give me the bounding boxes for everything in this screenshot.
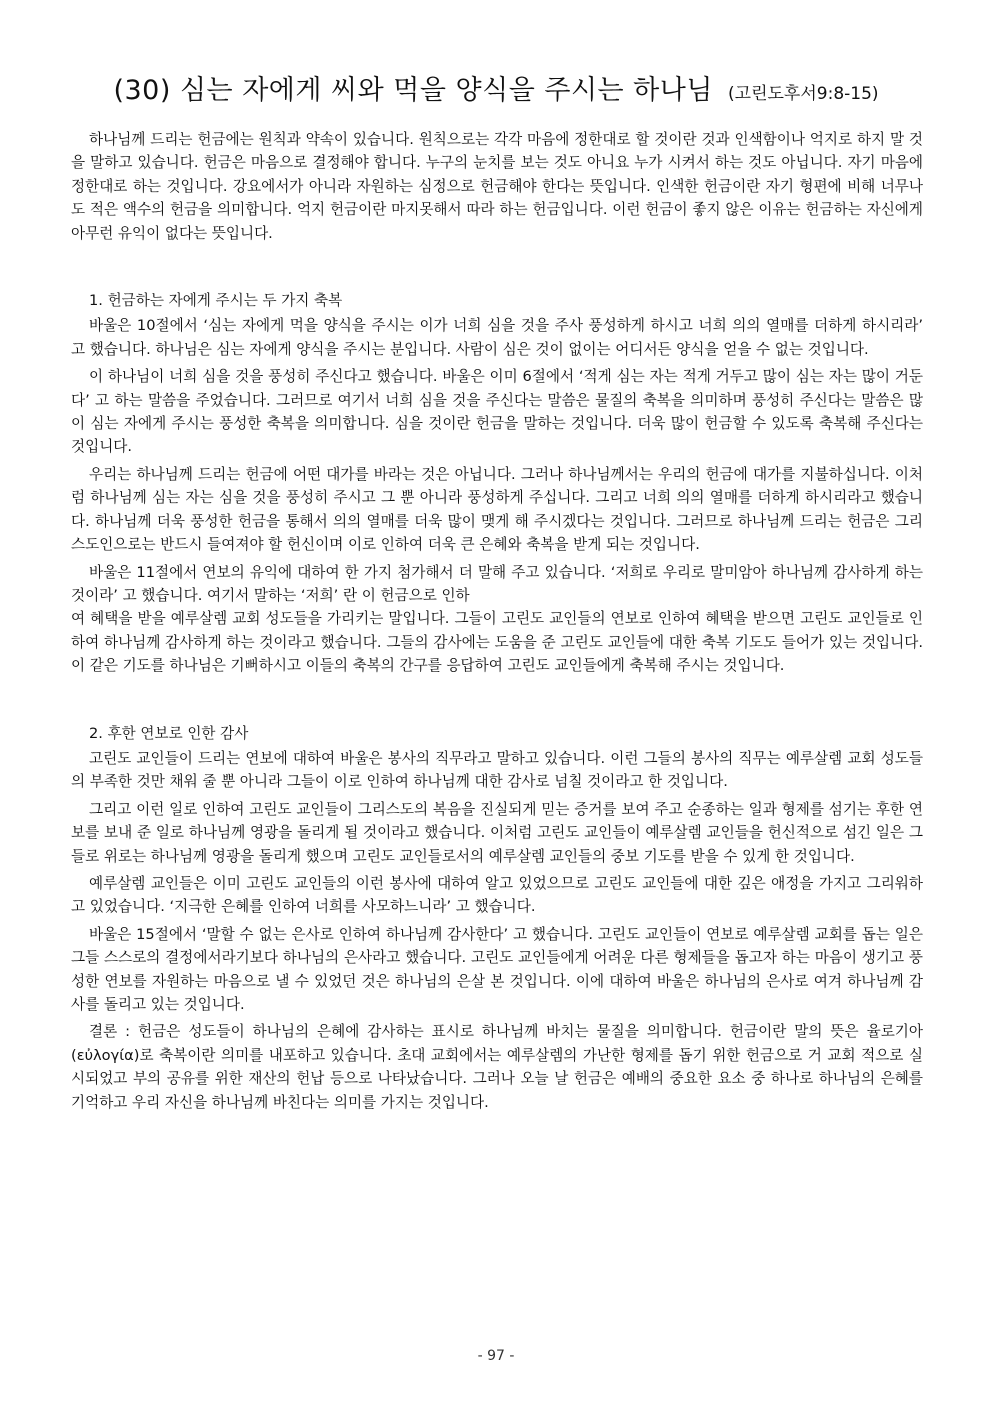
section-1-paragraph: 이 하나님이 너희 심을 것을 풍성히 주신다고 했습니다. 바울은 이미 6절에서 ‘적게 심는 자는 적게 거두고 많이 심는 자는 많이 거둔다’ 고 하는 말씀을 주었습니다. 그러므로 여기서 너희 심을 것을 주신다는 말씀은 물질의 축복을 의미하며 풍성히 주신다는 말씀은 많이 심는 자에게 주시는 풍성한 축복을 의미합니다. 심을 것이란 헌금을 말하는 것입니다. 더욱 많이 헌금할 수 있도록 축복해 주신다는 것입니다. bbox=[71, 368, 923, 456]
section-1-paragraph-continued: 여 혜택을 받을 예루살렘 교회 성도들을 가리키는 말입니다. 그들이 고린도 교인들의 연보로 인하여 혜택을 받으면 고린도 교인들로 인하여 하나님께 감사하게 하는 것이라고 했습니다. 그들의 감사에는 도움을 준 고린도 교인들에 대한 축복 기도도 들어가 있는 것입니다. 이 같은 기도를 하나님은 기뻐하시고 이들의 축복의 간구를 응답하여 고린도 교인들에게 축복해 주시는 것입니다. bbox=[71, 610, 923, 675]
scripture-reference: (고린도후서9:8-15) bbox=[728, 84, 879, 104]
section-2-paragraph: 고린도 교인들이 드리는 연보에 대하여 바울은 봉사의 직무라고 말하고 있습니다. 이런 그들의 봉사의 직무는 예루살렘 교회 성도들의 부족한 것만 채워 줄 뿐 아니라 그들이 이로 인하여 하나님께 대한 감사로 넘칠 것이라고 한 것입니다. bbox=[71, 749, 923, 791]
section-1-heading: 1. 헌금하는 자에게 주시는 두 가지 축복 bbox=[89, 292, 343, 310]
section-2-paragraph: 바울은 15절에서 ‘말할 수 없는 은사로 인하여 하나님께 감사한다’ 고 했습니다. 고린도 교인들이 연보로 예루살렘 교회를 돕는 일은 그들 스스로의 결정에서라기보다 하나님의 은사라고 했습니다. 고린도 교인들에게 어려운 다른 형제들을 돕고자 하는 마음이 생기고 풍성한 연보를 자원하는 마음으로 낼 수 있었던 것은 하나님의 은살 본 것입니다. 이에 대하여 바울은 하나님의 은사로 여겨 하나님께 감사를 돌리고 있는 것입니다. bbox=[71, 925, 923, 1013]
section-1-paragraph: 바울은 11절에서 연보의 유익에 대하여 한 가지 첨가해서 더 말해 주고 있습니다. ‘저희로 우리로 말미암아 하나님께 감사하게 하는 것이라’ 고 했습니다. 여기서 말하는 ‘저희’ 란 이 헌금으로 인하 bbox=[71, 563, 923, 604]
page-number: - 97 - bbox=[477, 1348, 515, 1364]
page-title bbox=[0, 68, 992, 107]
conclusion-paragraph: 결론 : 헌금은 성도들이 하나님의 은혜에 감사하는 표시로 하나님께 바치는 물질을 의미합니다. 헌금이란 말의 뜻은 율로기아(εὐλογία)로 축복이란 의미를 내포하고 있습니다. 초대 교회에서는 예루살렘의 가난한 형제를 돕기 위한 헌금으로 거 교회 적으로 실시되었고 부의 공유를 위한 재산의 헌납 등으로 나타났습니다. 그러나 오늘 날 헌금은 예배의 중요한 요소 중 하나로 하나님의 은혜를 기억하고 우리 자신을 하나님께 바친다는 의미를 가지는 것입니다. bbox=[71, 1023, 923, 1111]
section-2-paragraph: 예루살렘 교인들은 이미 고린도 교인들의 이런 봉사에 대하여 알고 있었으므로 고린도 교인들에 대한 깊은 애정을 가지고 그리워하고 있었습니다. ‘지극한 은혜를 인하여 너희를 사모하느니라’ 고 했습니다. bbox=[71, 874, 923, 916]
intro-paragraph: 하나님께 드리는 헌금에는 원칙과 약속이 있습니다. 원칙으로는 각각 마음에 정한대로 할 것이란 것과 인색함이나 억지로 하지 말 것을 말하고 있습니다. 헌금은 마음으로 결정해야 합니다. 누구의 눈치를 보는 것도 아니요 누가 시켜서 하는 것도 아닙니다. 자기 마음에 정한대로 하는 것입니다. 강요에서가 아니라 자원하는 심정으로 헌금해야 한다는 뜻입니다. 인색한 헌금이란 자기 형편에 비해 너무나도 적은 액수의 헌금을 의미합니다. 억지 헌금이란 마지못해서 따라 하는 헌금입니다. 이런 헌금이 좋지 않은 이유는 헌금하는 자신에게 아무런 유익이 없다는 뜻입니다. bbox=[71, 131, 923, 242]
section-2-heading: 2. 후한 연보로 인한 감사 bbox=[89, 724, 249, 742]
body-text bbox=[71, 128, 923, 1118]
section-1-paragraph: 우리는 하나님께 드리는 헌금에 어떤 대가를 바라는 것은 아닙니다. 그러나 하나님께서는 우리의 헌금에 대가를 지불하십니다. 이처럼 하나님께 심는 자는 심을 것을 풍성히 주시고 그 뿐 아니라 풍성하게 주십니다. 그리고 너희 의의 열매를 더하게 하시리라고 했습니다. 하나님께 더욱 풍성한 헌금을 통해서 의의 열매를 더욱 많이 맺게 해 주시겠다는 것입니다. 그러므로 하나님께 드리는 헌금은 그리스도인으로는 반드시 들여져야 할 헌신이며 이로 인하여 더욱 큰 은혜와 축복을 받게 되는 것입니다. bbox=[71, 465, 923, 554]
section-2-paragraph: 그리고 이런 일로 인하여 고린도 교인들이 그리스도의 복음을 진실되게 믿는 증거를 보여 주고 순종하는 일과 형제를 섬기는 후한 연보를 보내 준 일로 하나님께 영광을 돌리게 될 것이라고 했습니다. 이처럼 고린도 교인들이 예루살렘 교인들을 헌신적으로 섬긴 일은 그들로 위로는 하나님께 영광을 돌리게 했으며 고린도 교인들로서의 예루살렘 교인들의 중보 기도를 받을 수 있게 한 것입니다. bbox=[71, 800, 923, 865]
section-1-paragraph: 바울은 10절에서 ‘심는 자에게 먹을 양식을 주시는 이가 너희 심을 것을 주사 풍성하게 하시고 너희 의의 열매를 더하게 하시리라’ 고 했습니다. 하나님은 심는 자에게 양식을 주시는 분입니다. 사람이 심은 것이 없이는 어디서든 양식을 얻을 수 없는 것입니다. bbox=[71, 317, 923, 358]
title-main: (30) 심는 자에게 씨와 먹을 양식을 주시는 하나님 bbox=[113, 75, 713, 106]
